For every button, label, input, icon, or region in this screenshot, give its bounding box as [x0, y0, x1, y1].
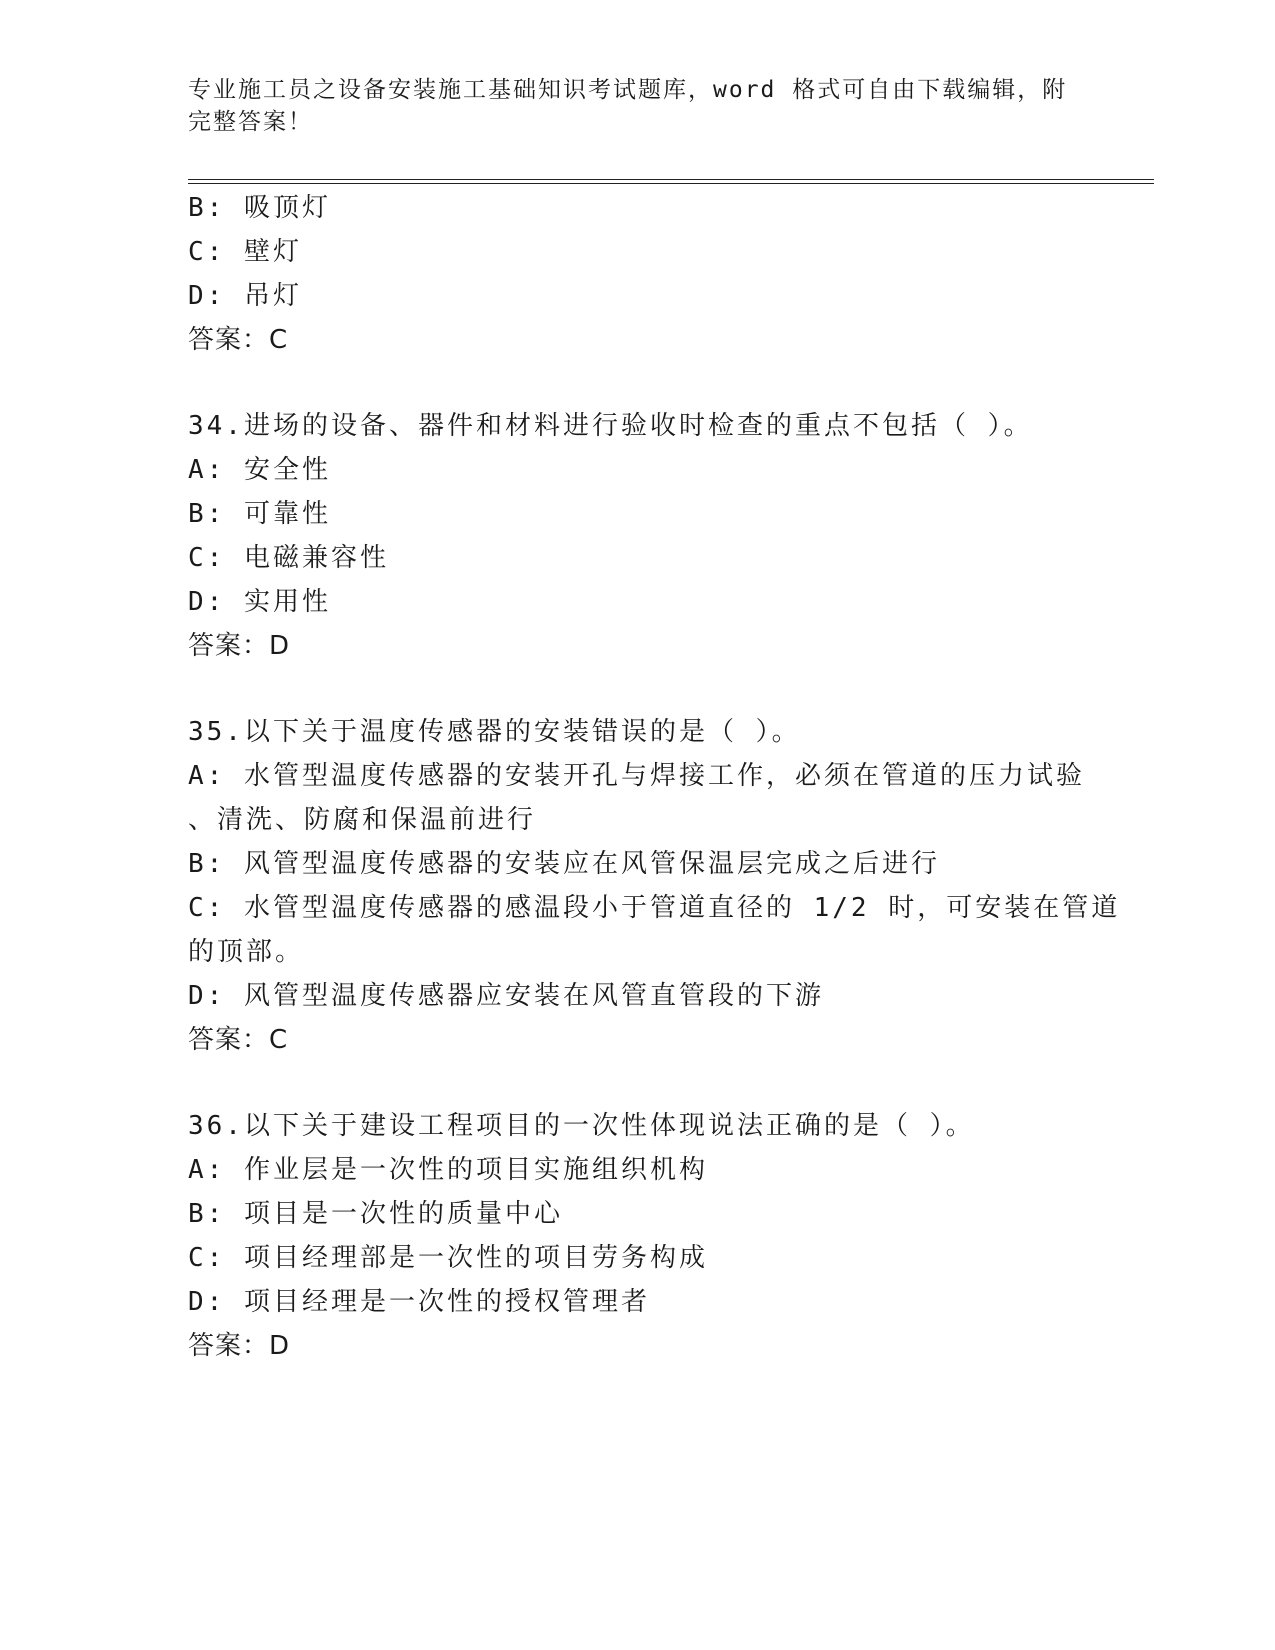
q36-answer: 答案：D [188, 1331, 291, 1361]
q36-option-d: D: 项目经理是一次性的授权管理者 [188, 1287, 650, 1317]
q35-option-c-line1: C: 水管型温度传感器的感温段小于管道直径的 1/2 时，可安装在管道 [188, 893, 1121, 923]
answer-label: 答案：C [188, 325, 289, 355]
q35-option-c-line2: 的顶部。 [188, 937, 305, 967]
q34-option-d: D: 实用性 [188, 587, 331, 617]
q35-option-a-line2: 、清洗、防腐和保温前进行 [188, 805, 537, 835]
header-divider [188, 179, 1154, 184]
document-header: 专业施工员之设备安装施工基础知识考试题库，word 格式可自由下载编辑，附完整答案！ [188, 77, 1068, 135]
question-34: 34.进场的设备、器件和材料进行验收时检查的重点不包括（ ）。 [188, 411, 1033, 441]
option-d: D: 吊灯 [188, 281, 302, 311]
q35-option-d: D: 风管型温度传感器应安装在风管直管段的下游 [188, 981, 824, 1011]
question-36: 36.以下关于建设工程项目的一次性体现说法正确的是（ ）。 [188, 1111, 975, 1141]
q35-answer: 答案：C [188, 1025, 289, 1055]
q36-option-b: B: 项目是一次性的质量中心 [188, 1199, 563, 1229]
option-c: C: 壁灯 [188, 237, 302, 267]
q35-option-a-line1: A: 水管型温度传感器的安装开孔与焊接工作，必须在管道的压力试验 [188, 761, 1085, 791]
question-35: 35.以下关于温度传感器的安装错误的是（ ）。 [188, 717, 801, 747]
q35-option-b: B: 风管型温度传感器的安装应在风管保温层完成之后进行 [188, 849, 940, 879]
q34-option-c: C: 电磁兼容性 [188, 543, 389, 573]
option-b: B: 吸顶灯 [188, 193, 331, 223]
q34-option-a: A: 安全性 [188, 455, 331, 485]
q36-option-a: A: 作业层是一次性的项目实施组织机构 [188, 1155, 708, 1185]
q36-option-c: C: 项目经理部是一次性的项目劳务构成 [188, 1243, 708, 1273]
q34-answer: 答案：D [188, 631, 291, 661]
q34-option-b: B: 可靠性 [188, 499, 331, 529]
